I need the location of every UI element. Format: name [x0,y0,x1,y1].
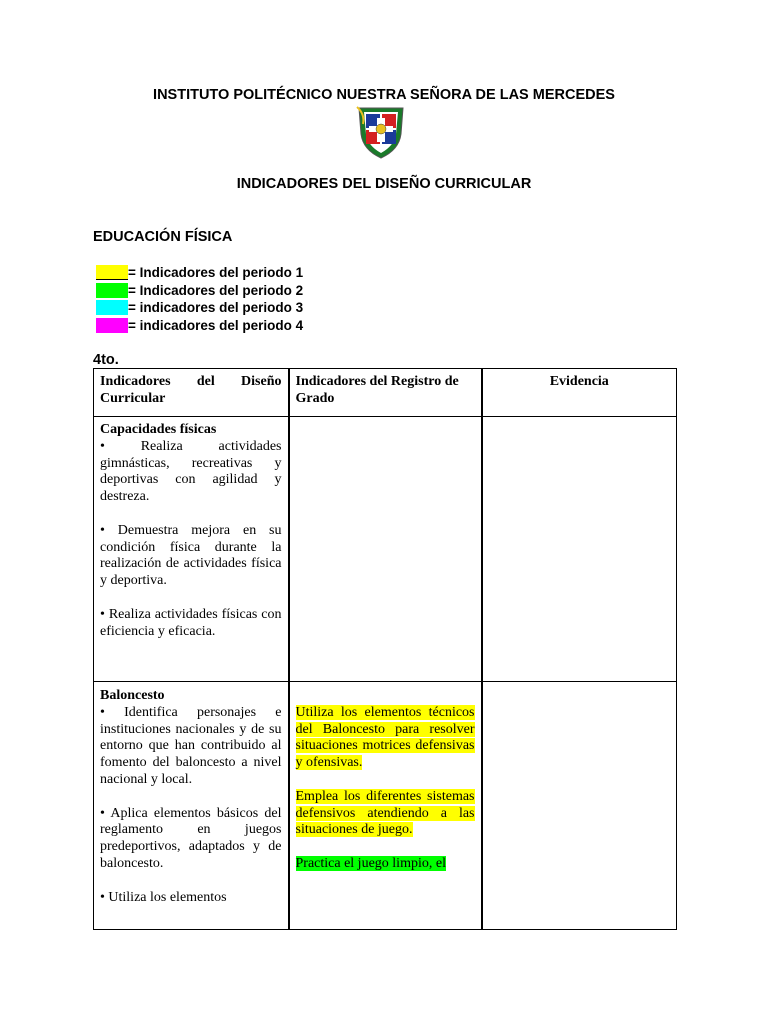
section-title: Capacidades físicas [100,422,217,437]
institution-shield-logo [355,104,407,160]
legend-item-period-1 [96,264,303,280]
subject-heading: EDUCACIÓN FÍSICA [93,229,233,245]
legend-item-period-4 [96,317,303,333]
table-header-row [94,369,677,417]
registro-item-period-2: Practica el juego limpio, el [295,855,446,871]
registro-cell [289,682,482,930]
legend-label: = indicadores del periodo 3 [128,299,304,315]
diseno-cell [94,417,289,682]
registro-item-period-1: Emplea los diferentes sistemas defensivos atendiendo a las situaciones de juego. [295,788,475,838]
diseno-cell [94,682,289,930]
indicator-item: • Identifica personajes e instituciones nacionales y de su entorno que han contribuido al fomento del baloncesto a nivel nacional y local. [100,704,282,787]
legend-item-period-3 [96,299,303,315]
legend-swatch [96,318,128,333]
table-row [94,682,677,930]
indicators-table [93,368,677,930]
evidencia-cell [482,682,677,930]
indicator-item: • Utiliza los elementos [100,889,227,905]
indicator-item: • Demuestra mejora en su condición física durante la realización de actividades física y deportiva. [100,522,282,589]
header-evidencia: Evidencia [482,369,677,417]
legend-label: = Indicadores del periodo 1 [128,264,304,280]
registro-cell [289,417,482,682]
legend-item-period-2 [96,282,303,298]
registro-item-period-1: Utiliza los elementos técnicos del Baloncesto para resolver situaciones motrices defensivas y ofensivas. [295,704,475,771]
legend-swatch [96,300,128,315]
legend-label: = Indicadores del periodo 2 [128,282,304,298]
indicator-item: • Realiza actividades físicas con eficiencia y eficacia. [100,606,282,639]
grade-label: 4to. [93,352,119,368]
table-row [94,417,677,682]
legend-label: = indicadores del periodo 4 [128,317,304,333]
institution-name: INSTITUTO POLITÉCNICO NUESTRA SEÑORA DE LAS MERCEDES [153,87,615,103]
document-title: INDICADORES DEL DISEÑO CURRICULAR [236,176,532,192]
legend-swatch [96,283,128,298]
evidencia-cell [482,417,677,682]
header-diseno-curricular: Indicadores del Diseño Curricular [94,369,289,417]
indicator-item: • Realiza actividades gimnásticas, recreativas y deportivas con agilidad y destreza. [100,438,282,505]
indicator-item: • Aplica elementos básicos del reglamento en juegos predeportivos, adaptados y de baloncesto. [100,805,282,871]
legend-swatch [96,265,128,280]
section-title: Baloncesto [100,688,165,703]
header-registro-grado: Indicadores del Registro de Grado [289,369,482,417]
